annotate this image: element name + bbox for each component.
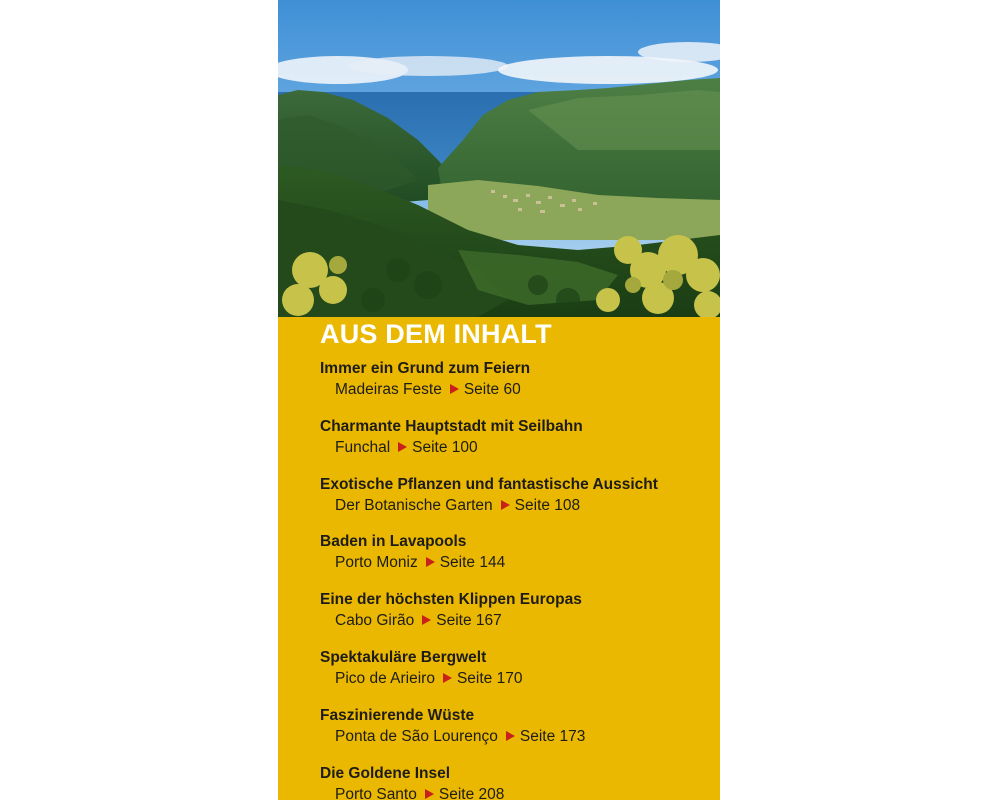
contents-entry — [320, 531, 710, 589]
right-triangle-arrow-icon — [426, 557, 435, 567]
entry-place: Funchal — [335, 438, 391, 456]
entry-page: Seite 167 — [436, 612, 502, 630]
entry-title: Spektakuläre Bergwelt — [320, 648, 487, 666]
entry-title: Baden in Lavapools — [320, 533, 467, 551]
entry-title: Charmante Hauptstadt mit Seilbahn — [320, 417, 583, 435]
entry-reference — [320, 380, 710, 400]
entry-title: Exotische Pflanzen und fantastische Aussicht — [320, 475, 658, 493]
contents-list — [320, 358, 710, 800]
entry-page: Seite 100 — [412, 438, 478, 456]
entry-page: Seite 173 — [519, 727, 586, 745]
right-triangle-arrow-icon — [501, 500, 510, 510]
entry-place: Porto Moniz — [335, 554, 418, 572]
entry-reference — [320, 438, 710, 458]
entry-title: Die Goldene Insel — [320, 764, 451, 782]
entry-title: Eine der höchsten Klippen Europas — [320, 591, 582, 609]
contents-entry — [320, 763, 710, 800]
entry-page: Seite 170 — [456, 669, 523, 687]
contents-entry — [320, 416, 710, 474]
contents-entry — [320, 474, 710, 532]
book-page — [278, 0, 720, 800]
right-triangle-arrow-icon — [506, 731, 515, 741]
right-triangle-arrow-icon — [443, 673, 452, 683]
cover-photo-mountain-valley — [278, 0, 720, 317]
right-triangle-arrow-icon — [422, 615, 431, 625]
contents-entry — [320, 358, 710, 416]
entry-reference — [320, 496, 710, 516]
right-triangle-arrow-icon — [450, 384, 459, 394]
right-triangle-arrow-icon — [398, 442, 407, 452]
entry-place: Pico de Arieiro — [335, 669, 435, 687]
entry-reference — [320, 611, 710, 631]
entry-page: Seite 208 — [438, 785, 505, 800]
entry-place: Madeiras Feste — [335, 381, 442, 398]
entry-place: Porto Santo — [335, 785, 417, 800]
contents-entry — [320, 705, 710, 763]
contents-entry — [320, 647, 710, 705]
entry-reference — [320, 669, 710, 689]
entry-page: Seite 144 — [439, 554, 506, 572]
entry-title: Immer ein Grund zum Feiern — [320, 360, 531, 377]
entry-reference — [320, 727, 710, 747]
entry-reference — [320, 785, 710, 800]
entry-reference — [320, 553, 710, 573]
right-triangle-arrow-icon — [425, 789, 434, 799]
contents-entry — [320, 589, 710, 647]
entry-page: Seite 60 — [463, 381, 521, 398]
entry-page: Seite 108 — [514, 496, 581, 514]
entry-place: Cabo Girão — [335, 612, 415, 630]
entry-title: Faszinierende Wüste — [320, 706, 475, 724]
contents-heading: AUS DEM INHALT — [320, 319, 552, 349]
entry-place: Ponta de São Lourenço — [335, 727, 498, 745]
entry-place: Der Botanische Garten — [335, 496, 493, 514]
